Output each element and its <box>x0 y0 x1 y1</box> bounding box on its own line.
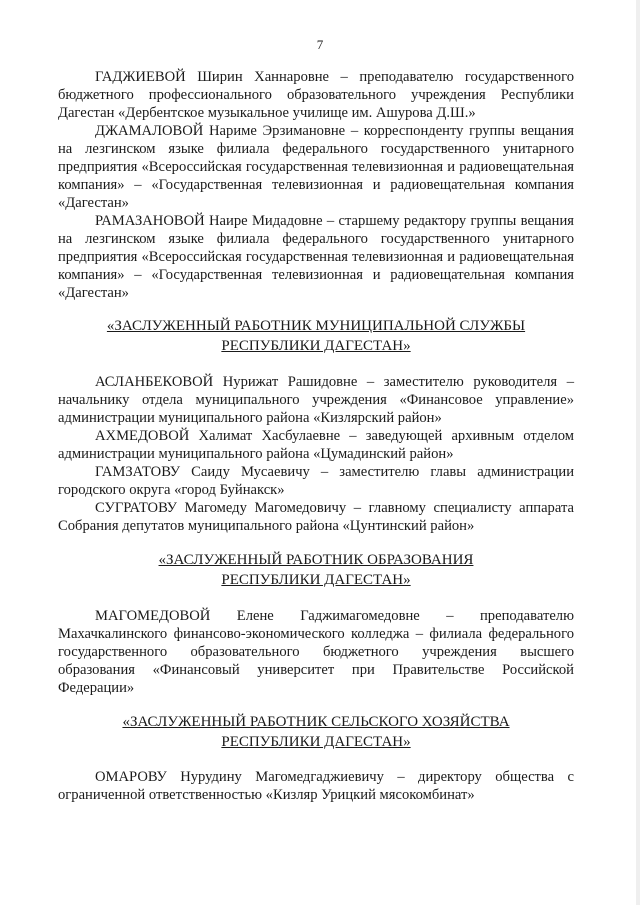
section-title-line: РЕСПУБЛИКИ ДАГЕСТАН» <box>221 572 411 588</box>
award-paragraph: ДЖАМАЛОВОЙ Нариме Эрзимановне – корреспонденту группы вещания на лезгинском языке филиала федерального государственного унитарного предприятия «Всероссийская государственная телевизионная и радиовещательная компания» – «Государственная телевизионная и радиовещательная компания «Дагестан» <box>58 123 574 211</box>
award-paragraph: РАМАЗАНОВОЙ Наире Мидадовне – старшему редактору группы вещания на лезгинском языке филиала федерального государственного унитарного предприятия «Всероссийская государственная телевизионная и радиовещательная компания» – «Государственная телевизионная и радиовещательная компания «Дагестан» <box>58 213 574 301</box>
scan-edge-shadow <box>636 0 640 905</box>
award-paragraph: СУГРАТОВУ Магомеду Магомедовичу – главному специалисту аппарата Собрания депутатов муниципального района «Цунтинский район» <box>58 500 574 534</box>
award-paragraph: ГАМЗАТОВУ Саиду Мусаевичу – заместителю главы администрации городского округа «город Буйнакск» <box>58 464 574 498</box>
section-title-agriculture <box>58 712 574 752</box>
award-paragraph: АСЛАНБЕКОВОЙ Нурижат Рашидовне – заместителю руководителя – начальнику отдела муниципального учреждения «Финансовое управление» администрации муниципального района «Кизлярский район» <box>58 374 574 426</box>
award-paragraph: АХМЕДОВОЙ Халимат Хасбулаевне – заведующей архивным отделом администрации муниципального района «Цумадинский район» <box>58 428 574 462</box>
section-title-municipal-service <box>58 316 574 356</box>
document-body <box>58 68 574 804</box>
section-title-line: РЕСПУБЛИКИ ДАГЕСТАН» <box>221 734 411 750</box>
section-title-education <box>58 550 574 590</box>
award-paragraph: ОМАРОВУ Нурудину Магомедгаджиевичу – директору общества с ограниченной ответственностью «Кизляр Урицкий мясокомбинат» <box>58 769 574 803</box>
section-title-line: РЕСПУБЛИКИ ДАГЕСТАН» <box>221 338 411 354</box>
award-paragraph: ГАДЖИЕВОЙ Ширин Ханнаровне – преподавателю государственного бюджетного профессионального образовательного учреждения Республики Дагестан «Дербентское музыкальное училище им. Ашурова Д.Ш.» <box>58 69 574 121</box>
section-title-line: «ЗАСЛУЖЕННЫЙ РАБОТНИК ОБРАЗОВАНИЯ <box>158 552 474 568</box>
section-title-line: «ЗАСЛУЖЕННЫЙ РАБОТНИК МУНИЦИПАЛЬНОЙ СЛУЖБЫ <box>106 318 526 334</box>
award-paragraph: МАГОМЕДОВОЙ Елене Гаджимагомедовне – преподавателю Махачкалинского финансово-экономического колледжа – филиала федерального государственного образовательного бюджетного учреждения высшего образования «Финансовый университет при Правительстве Российской Федерации» <box>58 608 574 696</box>
page-number: 7 <box>316 37 324 52</box>
section-title-line: «ЗАСЛУЖЕННЫЙ РАБОТНИК СЕЛЬСКОГО ХОЗЯЙСТВА <box>122 714 510 730</box>
